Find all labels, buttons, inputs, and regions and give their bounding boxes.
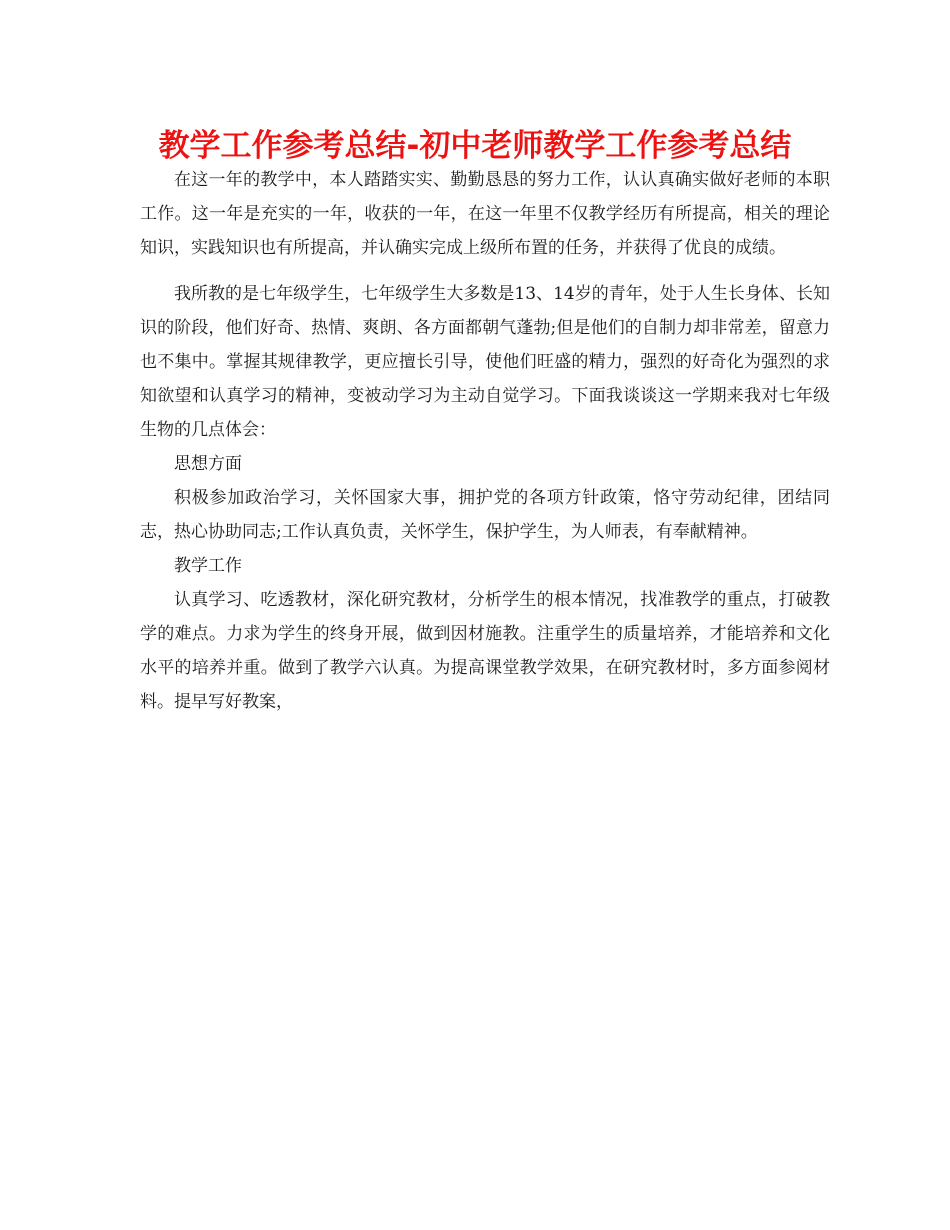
paragraph-teaching: 认真学习、吃透教材，深化研究教材，分析学生的根本情况，找准教学的重点，打破教学的难点。力求为学生的终身开展，做到因材施教。注重学生的质量培养，才能培养和文化水平的培养并重。做到了教学六认真。为提高课堂教学效果，在研究教材时，多方面参阅材料。提早写好教案，: [140, 590, 830, 712]
document-body: [140, 163, 830, 719]
paragraph-ideology: 积极参加政治学习，关怀国家大事，拥护党的各项方针政策，恪守劳动纪律，团结同志，热心协助同志;工作认真负责，关怀学生，保护学生，为人师表，有奉献精神。: [140, 488, 830, 542]
document-title: 教学工作参考总结-初中老师教学工作参考总结: [158, 128, 792, 164]
section-heading-ideology: 思想方面: [174, 454, 242, 474]
paragraph-intro: 在这一年的教学中，本人踏踏实实、勤勤恳恳的努力工作，认认真确实做好老师的本职工作。这一年是充实的一年，收获的一年，在这一年里不仅教学经历有所提高，相关的理论知识，实践知识也有所提高，并认确实完成上级所布置的任务，并获得了优良的成绩。: [140, 170, 830, 258]
section-heading-teaching: 教学工作: [174, 556, 242, 576]
paragraph-students: 我所教的是七年级学生，七年级学生大多数是13、14岁的青年，处于人生长身体、长知识的阶段，他们好奇、热情、爽朗、各方面都朝气蓬勃;但是他们的自制力却非常差，留意力也不集中。掌握其规律教学，更应擅长引导，使他们旺盛的精力，强烈的好奇化为强烈的求知欲望和认真学习的精神，变被动学习为主动自觉学习。下面我谈谈这一学期来我对七年级生物的几点体会：: [140, 284, 830, 440]
